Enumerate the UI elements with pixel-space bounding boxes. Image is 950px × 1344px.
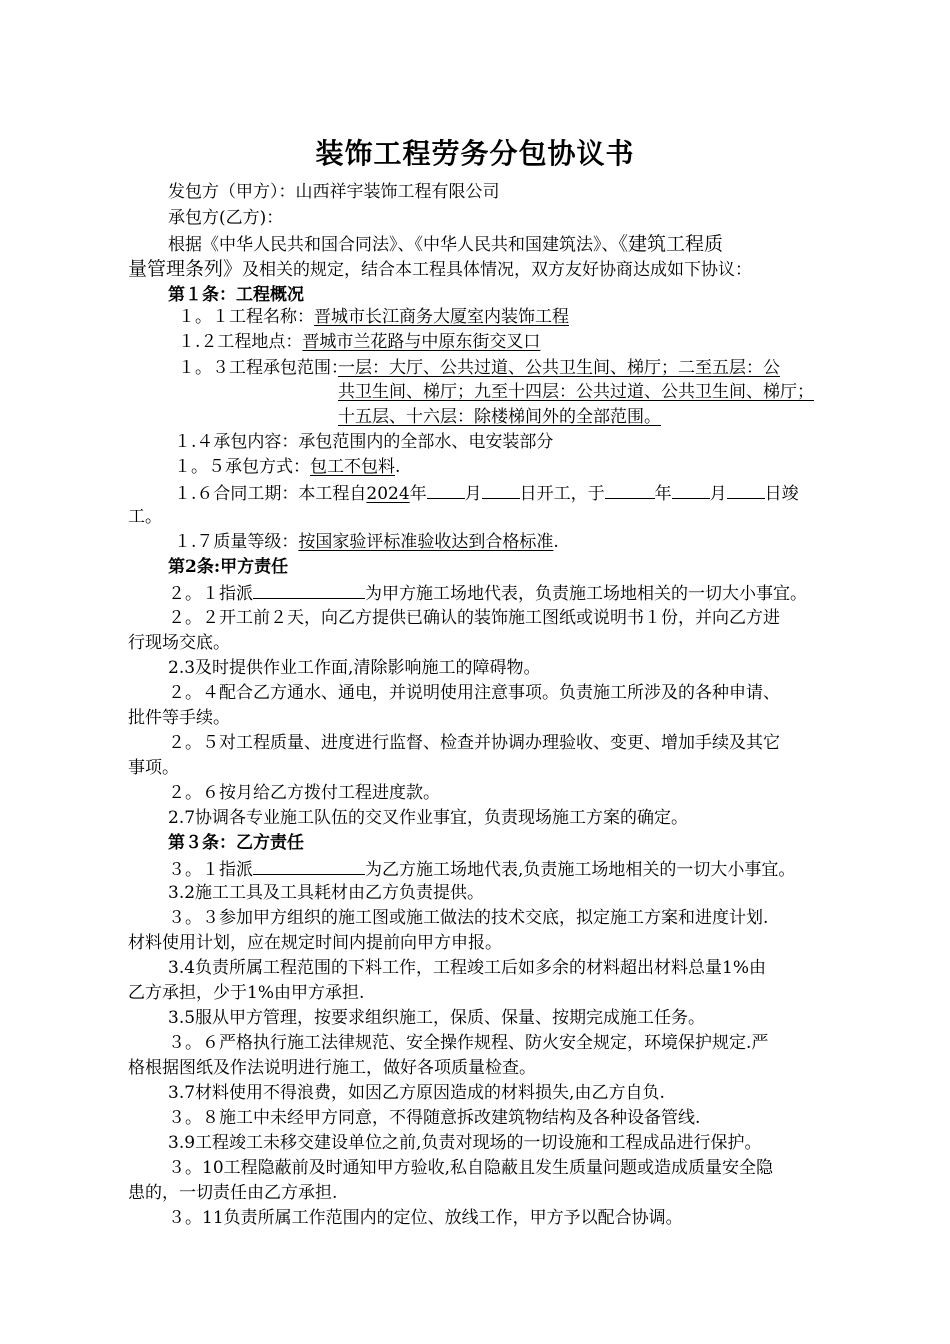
party-a-line: 发包方（甲方）：山西祥宇装饰工程有限公司 xyxy=(168,182,500,202)
section-2-heading: 第2条:甲方责任 xyxy=(168,557,289,577)
clause-2-6: ２。６按月给乙方拨付工程进度款。 xyxy=(168,783,440,803)
clause-1-7 xyxy=(174,530,559,554)
clause-text: 年 xyxy=(654,484,672,504)
clause-text: ２。１指派 xyxy=(168,584,253,604)
clause-end: . xyxy=(395,457,401,477)
clause-text: 为乙方施工场地代表,负责施工场地相关的一切大小事宜。 xyxy=(365,860,796,880)
clause-1-6 xyxy=(174,480,799,506)
clause-2-5: ２。５对工程质量、进度进行监督、检查并协调办理验收、变更、增加手续及其它 xyxy=(168,733,780,753)
scope-line-3: 十五层、十六层：除楼梯间外的全部范围。 xyxy=(338,407,661,427)
intro-text: 《建筑工程质 xyxy=(618,233,724,255)
party-b-line: 承包方(乙方)： xyxy=(168,208,284,228)
clause-3-4-cont: 乙方承担，少于1%由甲方承担. xyxy=(128,983,365,1003)
clause-3-6: ３。６严格执行施工法律规范、安全操作规程、防火安全规定，环境保护规定.严 xyxy=(168,1033,769,1053)
clause-3-3: ３。３参加甲方组织的施工图或施工做法的技术交底，拟定施工方案和进度计划. xyxy=(168,908,769,928)
clause-3-9: 3.9工程竣工未移交建设单位之前,负责对现场的一切设施和工程成品进行保护。 xyxy=(168,1133,762,1153)
section-3-heading: 第３条：乙方责任 xyxy=(168,833,304,853)
clause-1-4: １.４承包内容：承包范围内的全部水、电安装部分 xyxy=(174,432,554,452)
section-1-heading: 第１条：工程概况 xyxy=(168,285,304,305)
clause-label: １.２工程地点： xyxy=(178,332,303,352)
clause-label: １。１工程名称： xyxy=(178,307,314,327)
clause-1-3 xyxy=(178,356,348,380)
blank-field xyxy=(605,480,655,499)
clause-3-11: ３。11负责所属工作范围内的定位、放线工作，甲方予以配合协调。 xyxy=(168,1208,683,1228)
clause-text: 日竣 xyxy=(764,484,799,504)
clause-2-2: ２。２开工前２天，向乙方提供已确认的装饰施工图纸或说明书１份，并向乙方进 xyxy=(168,608,780,628)
clause-label: １.７质量等级： xyxy=(174,532,299,552)
blank-field xyxy=(253,856,365,875)
clause-value: 包工不包料 xyxy=(310,457,395,477)
clause-end: . xyxy=(553,532,559,552)
clause-2-5-cont: 事项。 xyxy=(128,758,179,778)
clause-text: 月 xyxy=(709,484,727,504)
clause-2-2-cont: 行现场交底。 xyxy=(128,633,230,653)
blank-field xyxy=(482,480,520,499)
clause-text: ３。１指派 xyxy=(168,860,253,880)
clause-value: 晋城市长江商务大厦室内装饰工程 xyxy=(314,307,569,327)
intro-line-1 xyxy=(168,232,723,257)
clause-text: 年 xyxy=(409,484,427,504)
clause-3-4: 3.4负责所属工程范围的下料工作，工程竣工后如多余的材料超出材料总量1%由 xyxy=(168,958,767,978)
clause-3-6-cont: 格根据图纸及作法说明进行施工，做好各项质量检查。 xyxy=(128,1058,536,1078)
clause-3-5: 3.5服从甲方管理，按要求组织施工，保质、保量、按期完成施工任务。 xyxy=(168,1008,706,1028)
clause-2-1 xyxy=(168,580,807,606)
clause-text: １.６合同工期：本工程自 xyxy=(174,484,367,504)
intro-text: 根据《中华人民共和国合同法》、《中华人民共和国建筑法》、 xyxy=(168,235,619,255)
clause-1-2 xyxy=(178,330,540,354)
clause-label: １。５承包方式： xyxy=(174,457,310,477)
clause-1-1 xyxy=(178,305,569,329)
blank-field xyxy=(253,580,365,599)
clause-1-6-cont: 工。 xyxy=(128,507,162,527)
clause-2-4: ２。４配合乙方通水、通电，并说明使用注意事项。负责施工所涉及的各种申请、 xyxy=(168,683,780,703)
clause-3-8: ３。８施工中未经甲方同意，不得随意拆改建筑物结构及各种设备管线. xyxy=(168,1108,701,1128)
clause-2-7: 2.7协调各专业施工队伍的交叉作业事宜，负责现场施工方案的确定。 xyxy=(168,808,689,828)
intro-line-2 xyxy=(128,257,752,282)
scope-line-1: 一层：大厅、公共过道、公共卫生间、梯厅；二至五层：公 xyxy=(338,358,780,378)
clause-3-7: 3.7材料使用不得浪费，如因乙方原因造成的材料损失,由乙方自负. xyxy=(168,1083,665,1103)
clause-text: 日开工，于 xyxy=(519,484,605,504)
document-title: 装饰工程劳务分包协议书 xyxy=(315,137,635,170)
clause-value: 按国家验评标准验收达到合格标准 xyxy=(298,532,554,552)
clause-1-5 xyxy=(174,455,400,479)
blank-field xyxy=(672,480,710,499)
clause-3-3-cont: 材料使用计划，应在规定时间内提前向甲方申报。 xyxy=(128,933,502,953)
scope-line-2: 共卫生间、梯厅；九至十四层：公共过道、公共卫生间、梯厅； xyxy=(338,382,814,402)
clause-2-3: 2.3及时提供作业工作面,清除影响施工的障碍物。 xyxy=(168,658,541,678)
clause-value: 晋城市兰花路与中原东街交叉口 xyxy=(302,332,541,352)
clause-text: 为甲方施工场地代表，负责施工场地相关的一切大小事宜。 xyxy=(365,584,807,604)
clause-3-10-cont: 患的，一切责任由乙方承担. xyxy=(128,1183,338,1203)
clause-text: 月 xyxy=(464,484,482,504)
intro-text: 量管理条列》 xyxy=(128,258,243,280)
blank-field xyxy=(727,480,765,499)
blank-field xyxy=(427,480,465,499)
start-year: 2024 xyxy=(366,484,410,504)
clause-2-4-cont: 批件等手续。 xyxy=(128,708,230,728)
clause-3-2: 3.2施工工具及工具耗材由乙方负责提供。 xyxy=(168,883,485,903)
clause-3-1 xyxy=(168,856,795,882)
intro-text: 及相关的规定，结合本工程具体情况，双方友好协商达成如下协议： xyxy=(242,260,753,280)
clause-label: １。３工程承包范围： xyxy=(178,358,348,378)
clause-3-10: ３。10工程隐蔽前及时通知甲方验收,私自隐蔽且发生质量问题或造成质量安全隐 xyxy=(168,1158,774,1178)
